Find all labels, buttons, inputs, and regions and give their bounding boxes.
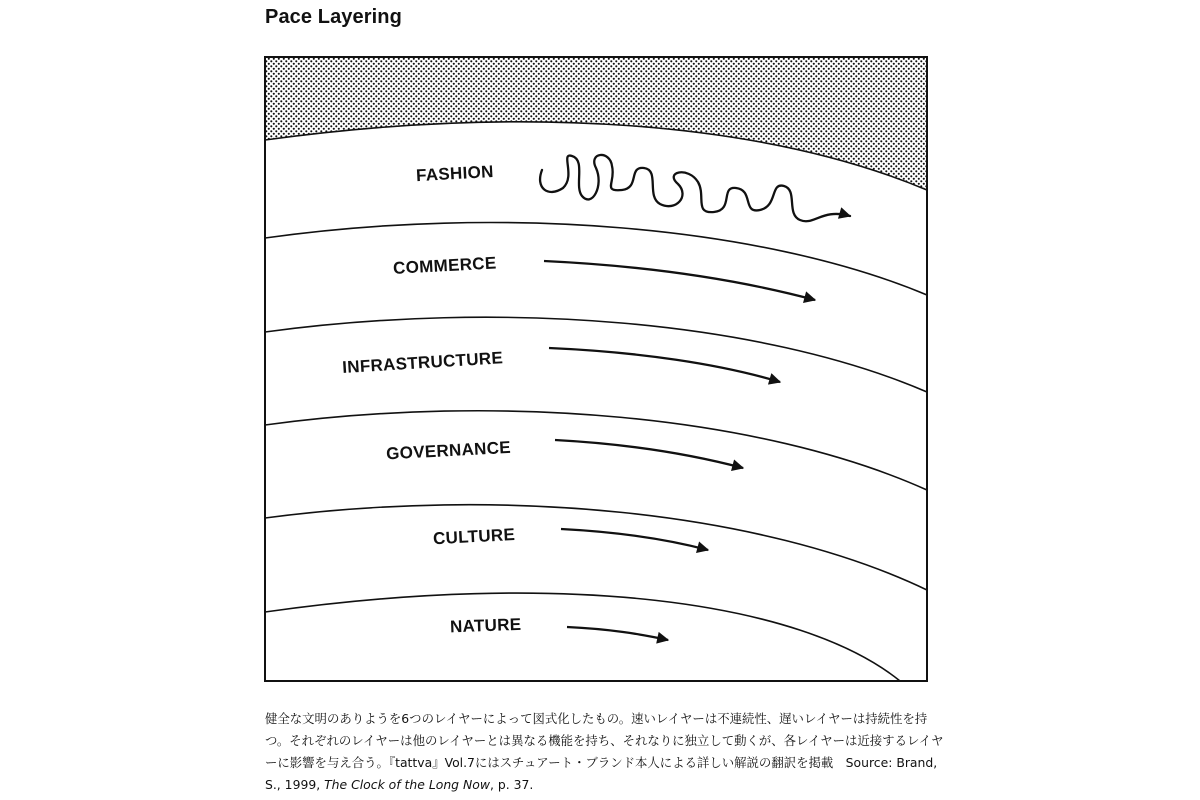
infrastructure-arrow xyxy=(549,348,780,382)
layer-boundary-2 xyxy=(265,222,927,295)
layer-boundary-5 xyxy=(265,505,927,590)
fashion-squiggle-arrow xyxy=(540,155,850,221)
layer-label-fashion: FASHION xyxy=(415,162,495,186)
layer-boundary-3 xyxy=(265,317,927,392)
layer-label-infrastructure: INFRASTRUCTURE xyxy=(341,348,504,378)
caption-text: 健全な文明のありようを6つのレイヤーによって図式化したもの。速いレイヤーは不連続性、遅いレイヤーは持続性を持つ。それぞれのレイヤーは他のレイヤーとは異なる機能を持ち、それなりに独立して動くが、各レイヤーは近接するレイヤーに影響を与え合う。『tattva』Vol.7にはスチュアート・ブランド本人による詳しい解説の翻訳を掲載 xyxy=(265,711,944,770)
layer-label-nature: NATURE xyxy=(449,614,522,637)
caption-source-suffix: , p. 37. xyxy=(489,777,534,792)
layer-label-governance: GOVERNANCE xyxy=(385,437,512,464)
layer-label-commerce: COMMERCE xyxy=(392,253,497,278)
commerce-arrow xyxy=(544,261,815,300)
caption-source-prefix: Source: Brand, S., 1999, xyxy=(265,755,938,792)
layer-label-culture: CULTURE xyxy=(432,524,516,549)
caption-source-title: The Clock of the Long Now xyxy=(324,777,490,792)
nature-arrow xyxy=(567,627,668,640)
layer-boundary-6 xyxy=(265,593,900,681)
governance-arrow xyxy=(555,440,743,468)
culture-arrow xyxy=(561,529,708,550)
figure-caption xyxy=(265,708,945,796)
layer-boundary-4 xyxy=(265,411,927,490)
page-title: Pace Layering xyxy=(265,6,402,28)
